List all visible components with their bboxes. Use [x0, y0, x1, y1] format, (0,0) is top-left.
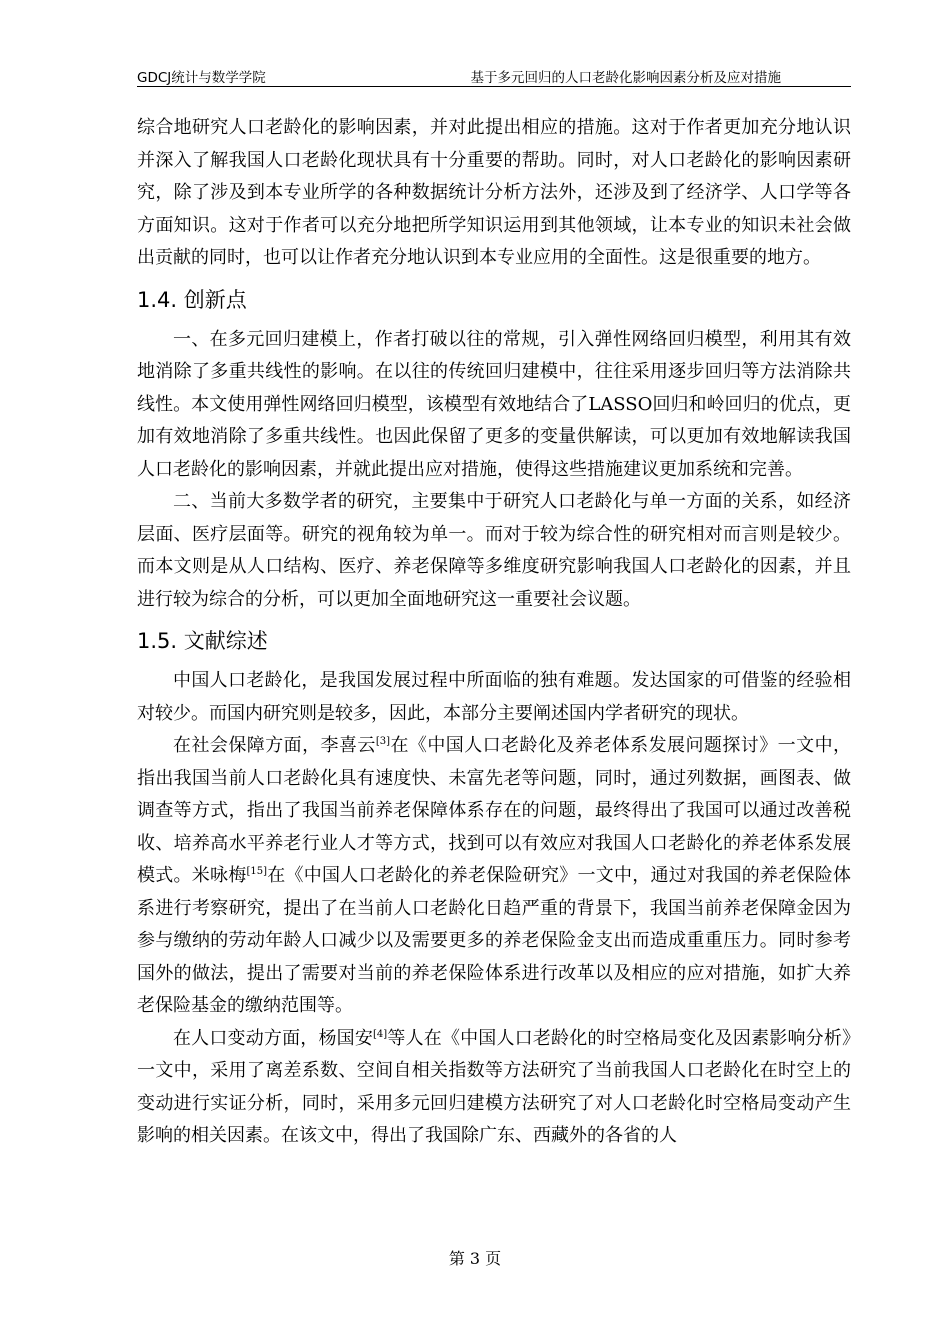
section-heading-1-5: 1.5. 文献综述 [137, 629, 268, 653]
text-run: 在《中国人口老龄化的养老保险研究》一文中，通过对我国的养老保险体系进行考察研究，提出了在当前人口老龄化日趋严重的背景下，我国当前养老保障金因为参与缴纳的劳动年龄人口减少以及需要更多的养老保险金支出而造成重重压力。同时参考国外的做法，提出了需要对当前的养老保险体系进行改革以及相应的应对措施，如扩大养老保险基金的缴纳范围等。 [137, 865, 852, 1016]
header-paper-title: 基于多元回归的人口老龄化影响因素分析及应对措施 [470, 70, 781, 86]
paragraph-review-intro: 中国人口老龄化，是我国发展过程中所面临的独有难题。发达国家的可借鉴的经验相对较少。而国内研究则是较多，因此，本部分主要阐述国内学者研究的现状。 [137, 670, 851, 724]
paragraph-innovation-2: 二、当前大多数学者的研究，主要集中于研究人口老龄化与单一方面的关系，如经济层面、医疗层面等。研究的视角较为单一。而对于较为综合性的研究相对而言则是较少。而本文则是从人口结构、医疗、养老保障等多维度研究影响我国人口老龄化的因素，并且进行较为综合的分析，可以更加全面地研究这一重要社会议题。 [137, 491, 851, 610]
text-run: 在社会保障方面，李喜云 [173, 735, 376, 756]
section-heading-1-4: 1.4. 创新点 [137, 287, 247, 312]
paragraph-population-change [137, 1023, 851, 1153]
text-run: 在人口变动方面，杨国安 [173, 1027, 374, 1049]
header-institution: GDCJ统计与数学学院 [137, 70, 266, 86]
citation-ref: [4] [373, 1028, 388, 1040]
citation-ref: [3] [375, 736, 391, 747]
citation-ref: [15] [246, 866, 268, 877]
paragraph-innovation-1: 一、在多元回归建模上，作者打破以往的常规，引入弹性网络回归模型，利用其有效地消除了多重共线性的影响。在以往的传统回归建模中，往往采用逐步回归等方法消除共线性。本文使用弹性网络回归模型，该模型有效地结合了LASSO回归和岭回归的优点，更加有效地消除了多重共线性。也因此保留了更多的变量供解读，可以更加有效地解读我国人口老龄化的影响因素，并就此提出应对措施，使得这些措施建议更加系统和完善。 [137, 328, 851, 480]
page-body [137, 112, 851, 1153]
paragraph-social-security [137, 730, 851, 1023]
running-header [137, 66, 851, 87]
page-number: 第 3 页 [448, 1249, 502, 1268]
text-run: 等人在《中国人口老龄化的时空格局变化及因素影响分析》一文中，采用了离差系数、空间自相关指数等方法研究了当前我国人口老龄化在时空上的变动进行实证分析，同时，采用多元回归建模方法研究了对人口老龄化时空格局变动产生影响的相关因素。在该文中，得出了我国除广东、西藏外的各省的人 [137, 1027, 851, 1146]
intro-paragraph: 综合地研究人口老龄化的影响因素，并对此提出相应的措施。这对于作者更加充分地认识并深入了解我国人口老龄化现状具有十分重要的帮助。同时，对人口老龄化的影响因素研究，除了涉及到本专业所学的各种数据统计分析方法外，还涉及到了经济学、人口学等各方面知识。这对于作者可以充分地把所学知识运用到其他领域，让本专业的知识未社会做出贡献的同时，也可以让作者充分地认识到本专业应用的全面性。这是很重要的地方。 [137, 117, 851, 268]
text-run: 在《中国人口老龄化及养老体系发展问题探讨》一文中，指出我国当前人口老龄化具有速度快、未富先老等问题，同时，通过列数据，画图表、做调查等方式，指出了我国当前养老保障体系存在的问题，最终得出了我国可以通过改善税收、培养高水平养老行业人才等方式，找到可以有效应对我国人口老龄化的养老体系发展模式。米咏梅 [137, 735, 852, 886]
